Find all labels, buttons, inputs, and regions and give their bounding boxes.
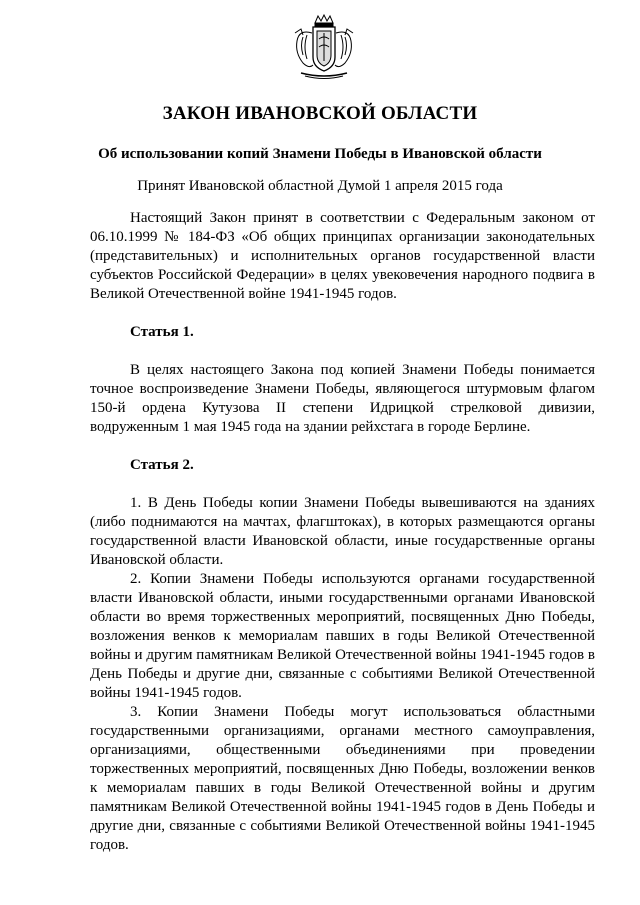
document-body <box>90 209 595 855</box>
coat-of-arms-icon <box>291 13 357 83</box>
article-2-heading: Статья 2. <box>130 457 194 473</box>
document-subtitle: Об использовании копий Знамени Победы в Ивановской области <box>98 146 542 162</box>
article-2-item-3: 3. Копии Знамени Победы могут использоваться областными государственными организациями, органами местного самоуправления, организациями, общественными объединениями при проведении торжественных мероприятий, посвященных Дню Победы, возложении венков к мемориалам павших в годы Великой Отечественной войны и другим памятникам Великой Отечественной войны 1941-1945 годов в День Победы и другие дни, связанные с событиями Великой Отечественной войны 1941-1945 годов. <box>90 704 595 853</box>
article-2-item-2: 2. Копии Знамени Победы используются органами государственной власти Ивановской области, иными государственными органами Ивановской области во время торжественных мероприятий, посвященных Дню Победы, возложения венков к мемориалам павших в годы Великой Отечественной войны и другим памятникам Великой Отечественной войны 1941-1945 годов в День Победы и другие дни, связанные с событиями Великой Отечественной войны 1941-1945 годов. <box>90 571 595 701</box>
adoption-note: Принят Ивановской областной Думой 1 апреля 2015 года <box>137 178 503 194</box>
article-2-item-1: 1. В День Победы копии Знамени Победы вывешиваются на зданиях (либо поднимаются на мачтах, флагштоках), в которых размещаются органы государственной власти Ивановской области, иные государственные органы Ивановской области. <box>90 495 595 568</box>
article-1-heading: Статья 1. <box>130 324 194 340</box>
preamble-paragraph: Настоящий Закон принят в соответствии с Федеральным законом от 06.10.1999 № 184-ФЗ «Об общих принципах организации законодательных (представительных) и исполнительных органов государственной власти субъектов Российской Федерации» в целях увековечения народного подвига в Великой Отечественной войне 1941-1945 годов. <box>90 210 595 302</box>
document-title: ЗАКОН ИВАНОВСКОЙ ОБЛАСТИ <box>162 103 478 124</box>
article-1-paragraph: В целях настоящего Закона под копией Знамени Победы понимается точное воспроизведение Знамени Победы, являющегося штурмовым флагом 150-й ордена Кутузова II степени Идрицкой стрелковой дивизии, водруженным 1 мая 1945 года на здании рейхстага в городе Берлине. <box>90 362 595 435</box>
